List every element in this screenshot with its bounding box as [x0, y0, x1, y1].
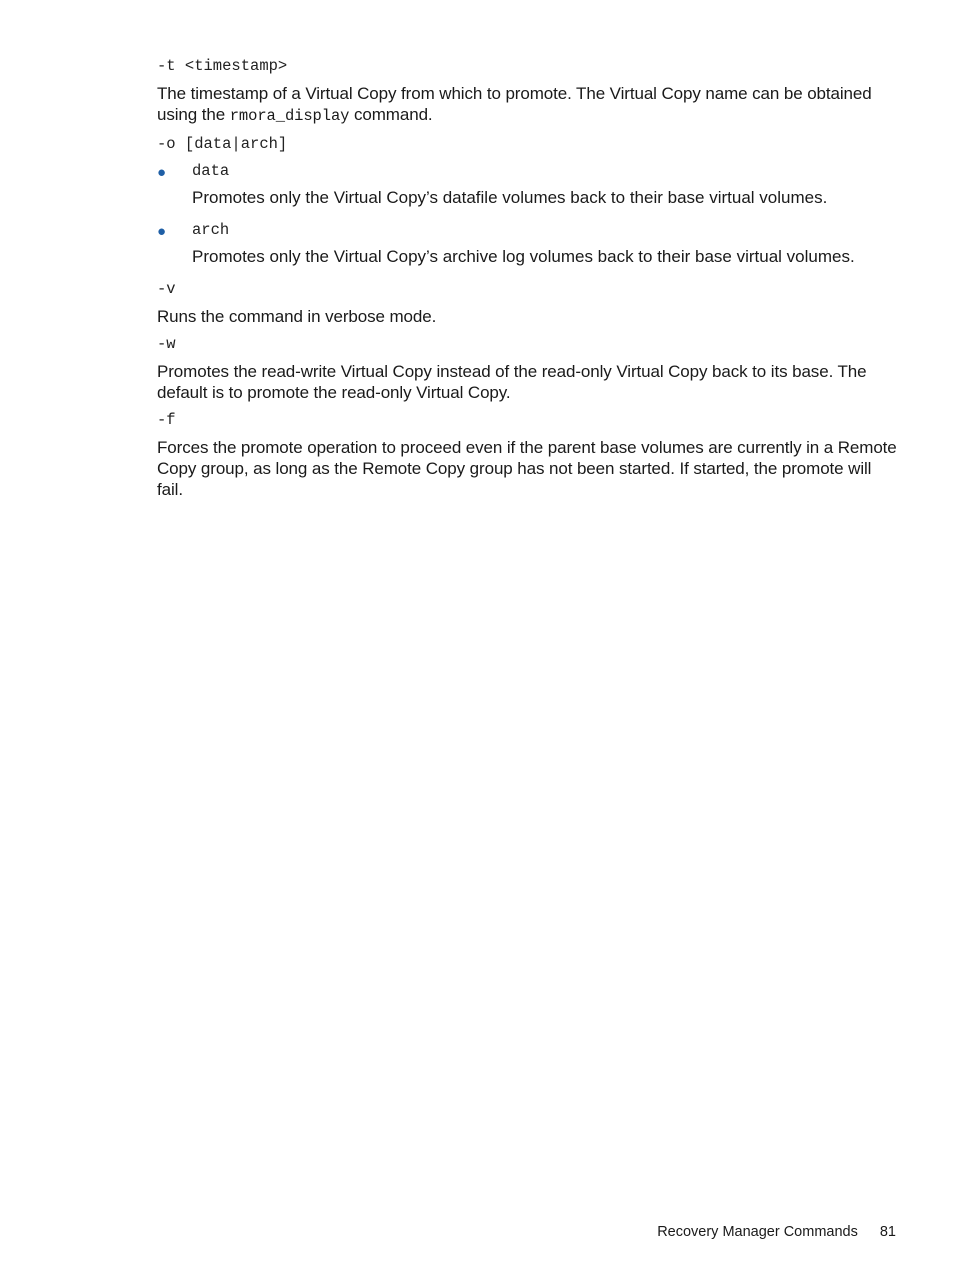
option-timestamp-flag: -t <timestamp>: [157, 57, 288, 75]
list-item: [157, 220, 899, 267]
option-readwrite-flag: -w: [157, 335, 176, 353]
page-footer: [657, 1222, 896, 1242]
page-number: 81: [879, 1224, 896, 1240]
option-timestamp-description: [157, 83, 899, 127]
option-force-flag: -f: [157, 411, 176, 429]
choice-term: arch: [192, 221, 230, 239]
list-item: [157, 161, 899, 208]
rmora-display-command: rmora_display: [229, 107, 350, 125]
bullet-icon: ●: [157, 223, 167, 240]
choice-term: data: [192, 162, 230, 180]
option-timestamp-desc-text: The timestamp of a Virtual Copy from which to promote. The Virtual Copy name can be obtained using the: [157, 84, 872, 124]
option-timestamp-desc-tail: command.: [349, 105, 433, 124]
option-force-description: Forces the promote operation to proceed even if the parent base volumes are currently in a Remote Copy group, as long as the Remote Copy group has not been started. If started, the promote will fail.: [157, 438, 897, 499]
option-output-flag: -o [data|arch]: [157, 135, 288, 153]
option-verbose-flag: -v: [157, 280, 176, 298]
choice-description: Promotes only the Virtual Copy’s datafile volumes back to their base virtual volumes.: [192, 188, 828, 207]
bullet-icon: ●: [157, 164, 167, 181]
option-verbose-description: Runs the command in verbose mode.: [157, 307, 437, 326]
document-body: [157, 56, 899, 507]
option-readwrite-description: Promotes the read-write Virtual Copy instead of the read-only Virtual Copy back to its base. The default is to promote the read-only Virtual Copy.: [157, 362, 867, 402]
output-choices-list: [157, 161, 899, 267]
footer-section-title: Recovery Manager Commands: [657, 1224, 858, 1240]
choice-description: Promotes only the Virtual Copy’s archive log volumes back to their base virtual volumes.: [192, 247, 855, 266]
